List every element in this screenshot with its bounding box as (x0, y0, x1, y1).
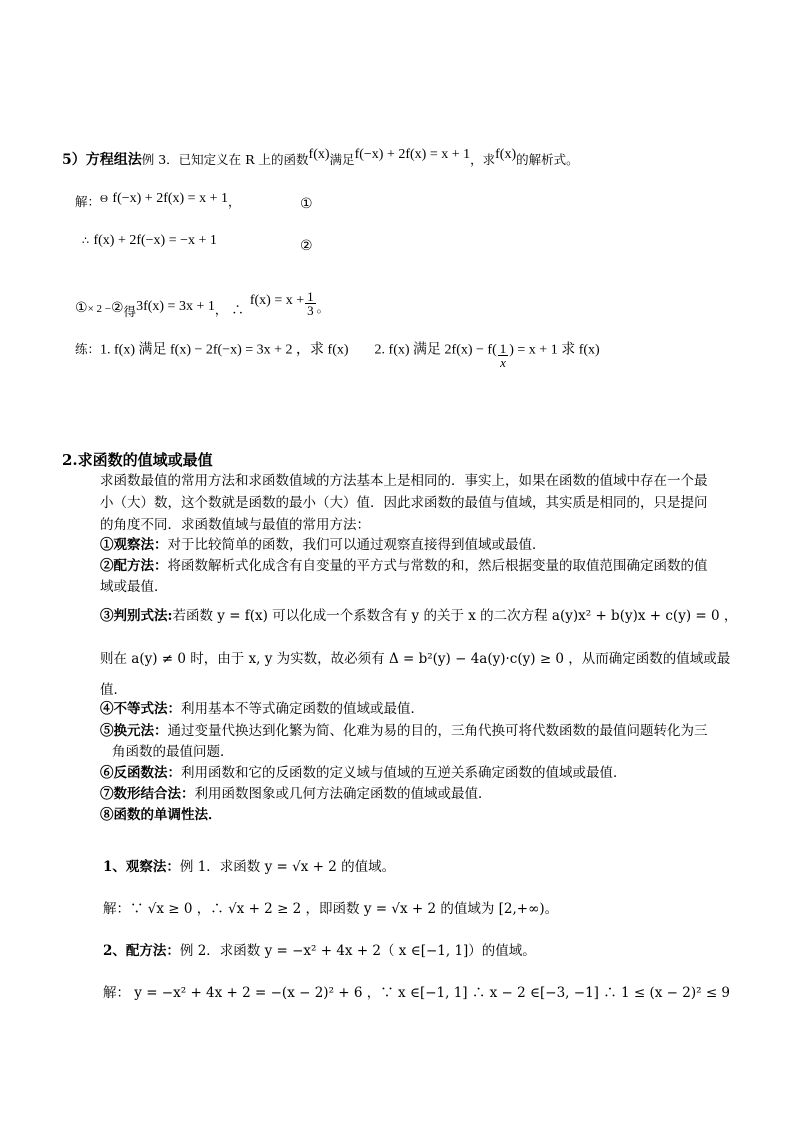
method-4-text: 利用基本不等式确定函数的值域或最值． (181, 701, 424, 717)
method-4 (100, 699, 424, 719)
method-1 (100, 535, 546, 555)
example-2 (103, 941, 536, 961)
sec5-text-b: 满足 (329, 152, 355, 167)
practice-2b: ) = x + 1 求 f(x) (509, 342, 600, 358)
sec5-line (62, 147, 579, 171)
example-2-text: 例 2．求函数 y = −x² + 4x + 2（ x ∈[−1, 1]）的值域。 (179, 943, 536, 959)
method-5-text-2: 角函数的最值问题． (112, 744, 234, 760)
sec2-intro-1: 求函数最值的常用方法和求函数值域的方法基本上是相同的．事实上，如果在函数的值域中存在一个最 (100, 473, 708, 489)
sol5-l3-d: 得 (123, 303, 137, 319)
sec5-fx2: f(x) (495, 147, 517, 162)
sol5-l3-e: ， ∴ (214, 301, 244, 317)
fraction-den: 3 (307, 303, 314, 318)
practice-line (75, 336, 600, 370)
sol5-eq1: f(−x) + 2f(x) = x + 1 (112, 191, 228, 206)
method-5-label: ⑤换元法： (100, 723, 168, 739)
sec2-title: 2.求函数的值域或最值 (62, 451, 213, 469)
fraction-one-third (305, 290, 316, 317)
sec2-intro-3: 的角度不同．求函数值域与最值的常用方法： (100, 517, 370, 533)
sol5-label: 解： (75, 194, 101, 209)
method-3-text-2: 则在 a(y) ≠ 0 时，由于 x, y 为实数，故必须有 Δ = b²(y) − 4a(y)·c(y) ≥ 0 ，从而确定函数的值域或最 (100, 651, 731, 667)
method-3-label: ③判别式法: (100, 608, 173, 624)
practice-frac-den: x (500, 355, 506, 370)
eq-number-1: ① (300, 196, 313, 212)
sol5-line2 (82, 230, 217, 251)
method-7-label: ⑦数形结合法： (100, 786, 195, 802)
method-2-text-2: 域或最值． (100, 579, 168, 595)
method-5-text-1: 通过变量代换达到化繁为简、化难为易的目的，三角代换可将代数函数的最值问题转化为三 (167, 723, 708, 739)
practice-1: 1. f(x) 满足 f(x) − 2f(−x) = 3x + 2 ，求 f(x) (100, 342, 349, 358)
sec5-text-a: 例 3．已知定义在 R 上的函数 (141, 152, 309, 167)
eq-number-2: ② (300, 238, 313, 254)
method-1-text: 对于比较简单的函数，我们可以通过观察直接得到值域或最值． (167, 537, 546, 553)
fraction-num: 1 (307, 289, 314, 304)
method-2 (100, 556, 708, 576)
therefore-symbol: ∴ (82, 235, 89, 247)
example-1-label: 1、观察法： (103, 859, 180, 875)
method-3 (100, 606, 737, 626)
practice-2a: 2. f(x) 满足 2f(x) − f( (374, 342, 497, 358)
method-7-text: 利用函数图象或几何方法确定函数的值域或最值． (194, 786, 492, 802)
method-8-label: ⑧函数的单调性法． (100, 807, 222, 823)
sol5-l3-c: ② (110, 299, 124, 316)
example-1 (103, 857, 395, 877)
method-2-label: ②配方法： (100, 558, 168, 574)
sec5-text-d: 的解析式。 (516, 152, 579, 167)
sec5-eq: f(−x) + 2f(x) = x + 1 (354, 147, 471, 162)
sol5-comma1: ， (227, 194, 241, 209)
method-6-text: 利用函数和它的反函数的定义域与值域的互逆关系确定函数的值域或最值． (181, 765, 627, 781)
sol5-l3-a: ① (75, 299, 88, 316)
example-2-label: 2、配方法： (103, 943, 180, 959)
example-1-solution: 解：∵ √x ≥ 0 ，∴ √x + 2 ≥ 2 ，即函数 y = √x + 2 的值域为 [2,+∞)。 (103, 901, 559, 917)
sol5-eq2: f(x) + 2f(−x) = −x + 1 (93, 233, 217, 248)
because-symbol: Θ (100, 193, 108, 205)
sol5-line3 (75, 286, 329, 326)
method-1-label: ①观察法： (100, 537, 168, 553)
method-6 (100, 763, 627, 783)
example-2-solution: 解： y = −x² + 4x + 2 = −(x − 2)² + 6 ，∵ x ∈[−1, 1] ∴ x − 2 ∈[−3, −1] ∴ 1 ≤ (x − 2)² ≤ 9 (103, 985, 731, 1001)
method-3-text-3: 值． (100, 682, 127, 698)
sol5-l3-b: × 2 − (87, 302, 111, 315)
sol5-l3-eq: 3f(x) = 3x + 1 (136, 298, 215, 314)
method-6-label: ⑥反函数法： (100, 765, 181, 781)
sol5-l3-res: f(x) = x + (249, 292, 305, 308)
practice-frac-num: 1 (499, 341, 507, 356)
sec5-title: 5）方程组法 (62, 152, 142, 168)
sec5-fx1: f(x) (308, 147, 330, 162)
sec2-intro-2: 小（大）数，这个数就是函数的最小（大）值．因此求函数的最值与值域，其实质是相同的，只是提问 (100, 495, 708, 511)
method-3-text-1: 若函数 y = f(x) 可以化成一个系数含有 y 的关于 x 的二次方程 a(y)x² + b(y)x + c(y) = 0 ， (172, 608, 738, 624)
method-5 (100, 721, 708, 741)
method-4-label: ④不等式法： (100, 701, 181, 717)
sol5-line1 (75, 192, 241, 213)
sec5-text-c: ，求 (470, 152, 496, 167)
practice-fraction (498, 342, 509, 369)
example-1-text: 例 1．求函数 y = √x + 2 的值域。 (179, 859, 396, 875)
sol5-l3-end: 。 (316, 299, 330, 315)
practice-label: 练： (75, 341, 101, 357)
method-7 (100, 784, 492, 804)
method-2-text-1: 将函数解析式化成含有自变量的平方式与常数的和，然后根据变量的取值范围确定函数的值 (167, 558, 708, 574)
